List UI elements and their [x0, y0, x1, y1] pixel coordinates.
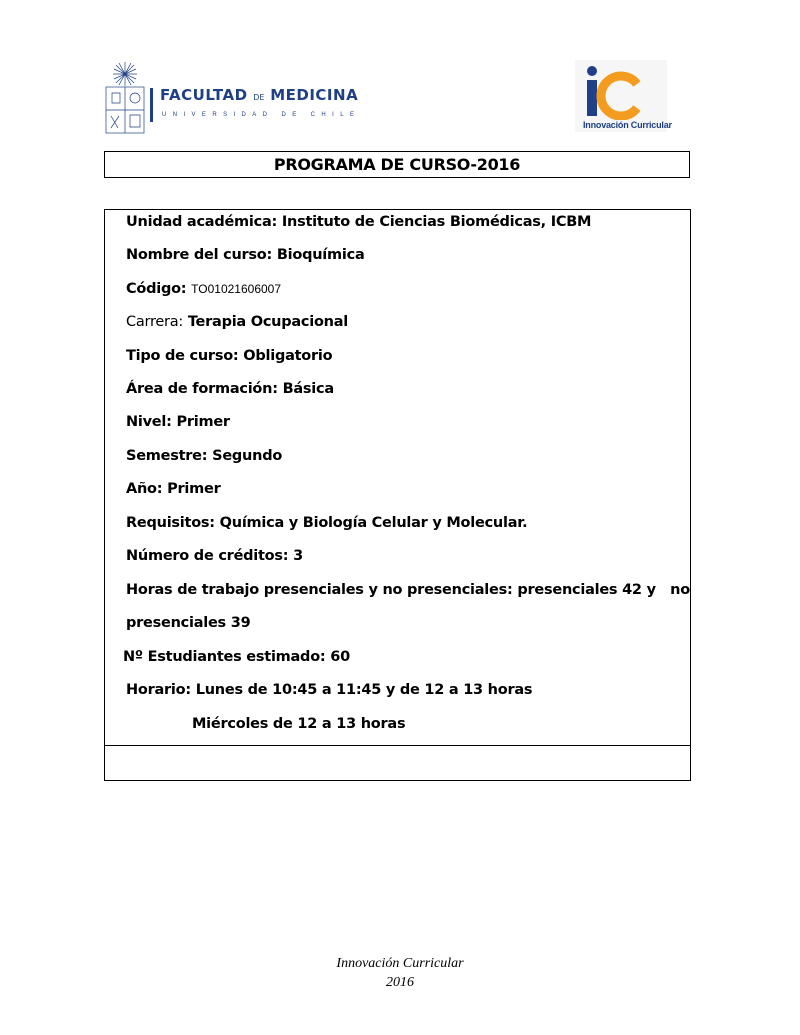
- ic-logo-caption: Innovación Curricular: [583, 120, 672, 130]
- course-info-box: [104, 209, 691, 781]
- field-nivel: Nivel: Primer: [126, 414, 230, 430]
- field-semestre: Semestre: Segundo: [126, 448, 283, 464]
- footer-line1: Innovación Curricular: [336, 956, 464, 971]
- field-horario: Horario: Lunes de 10:45 a 11:45 y de 12 a 13 horas: [126, 682, 533, 698]
- faculty-logo: [104, 60, 361, 136]
- university-crest-icon: [104, 60, 148, 136]
- faculty-logo-subtitle: UNIVERSIDAD DE CHILE: [162, 112, 361, 118]
- faculty-logo-bar: [150, 88, 153, 122]
- field-area: Área de formación: Básica: [126, 381, 334, 397]
- field-unidad: Unidad académica: Instituto de Ciencias Biomédicas, ICBM: [126, 214, 592, 230]
- field-horas: Horas de trabajo presenciales y no presenciales: presenciales 42 y no: [126, 582, 690, 598]
- field-tipo: Tipo de curso: Obligatorio: [126, 348, 333, 364]
- field-codigo: Código: TO01021606007: [126, 281, 282, 297]
- info-box-divider: [105, 745, 690, 746]
- page-title: PROGRAMA DE CURSO-2016: [273, 155, 521, 174]
- field-anio: Año: Primer: [126, 481, 221, 497]
- field-requisitos: Requisitos: Química y Biología Celular y Molecular.: [126, 515, 528, 531]
- title-box: [104, 151, 690, 178]
- field-estudiantes: Nº Estudiantes estimado: 60: [123, 649, 350, 665]
- faculty-logo-title: FACULTAD DE MEDICINA: [160, 86, 359, 104]
- footer-line2: 2016: [386, 975, 414, 990]
- field-horas-cont: presenciales 39: [126, 615, 251, 631]
- ic-logo-mark-icon: [583, 62, 643, 120]
- field-creditos: Número de créditos: 3: [126, 548, 303, 564]
- field-carrera: Carrera: Terapia Ocupacional: [126, 314, 349, 330]
- innovacion-curricular-logo: [575, 60, 672, 132]
- field-horario-cont: Miércoles de 12 a 13 horas: [192, 716, 406, 732]
- field-nombre: Nombre del curso: Bioquímica: [126, 247, 365, 263]
